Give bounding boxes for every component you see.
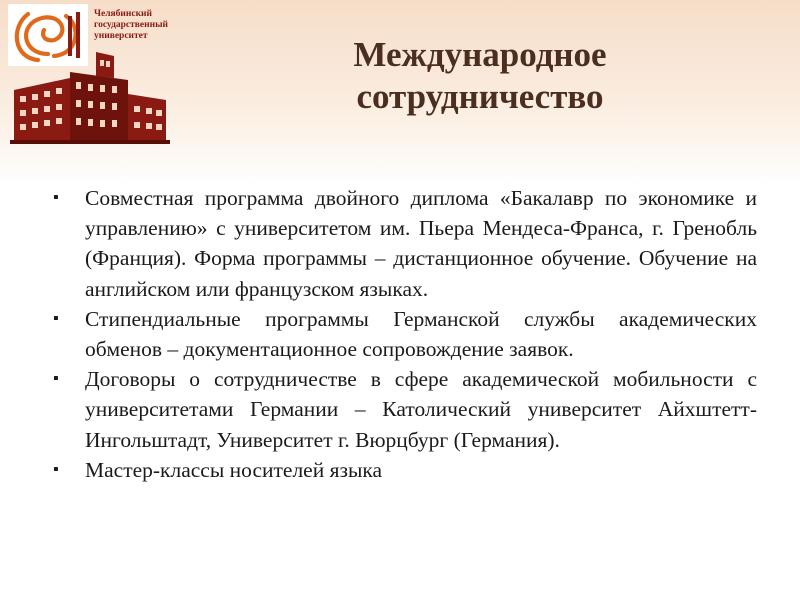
- university-name-line: университет: [94, 31, 148, 41]
- bullet-list: [50, 183, 757, 485]
- university-name-line: государственный: [94, 20, 168, 30]
- university-building-image: [10, 50, 170, 146]
- university-name-line: Челябинский: [94, 9, 152, 19]
- slide-title-line: Международное: [353, 35, 607, 74]
- bullet-item: ▪ Стипендиальные программы Германской службы академических обменов – документационное сопровождение заявок.: [50, 304, 757, 364]
- bullet-item: ▪ Совместная программа двойного диплома «Бакалавр по экономике и управлению» с университетом им. Пьера Мендеса-Франса, г. Гренобль (Франция). Форма программы – дистанционное обучение. Обучение на английском или французском языках.: [50, 183, 757, 304]
- university-name: [94, 9, 204, 42]
- university-logo-block: [8, 4, 173, 144]
- slide-title: [270, 34, 690, 118]
- bullet-item: ▪ Мастер-классы носителей языка: [50, 455, 757, 485]
- bullet-item: ▪ Договоры о сотрудничестве в сфере академической мобильности с университетами Германии – Католический университет Айхштетт-Ингольштадт, Университет г. Вюрцбург (Германия).: [50, 364, 757, 455]
- slide-title-line: сотрудничество: [356, 77, 604, 116]
